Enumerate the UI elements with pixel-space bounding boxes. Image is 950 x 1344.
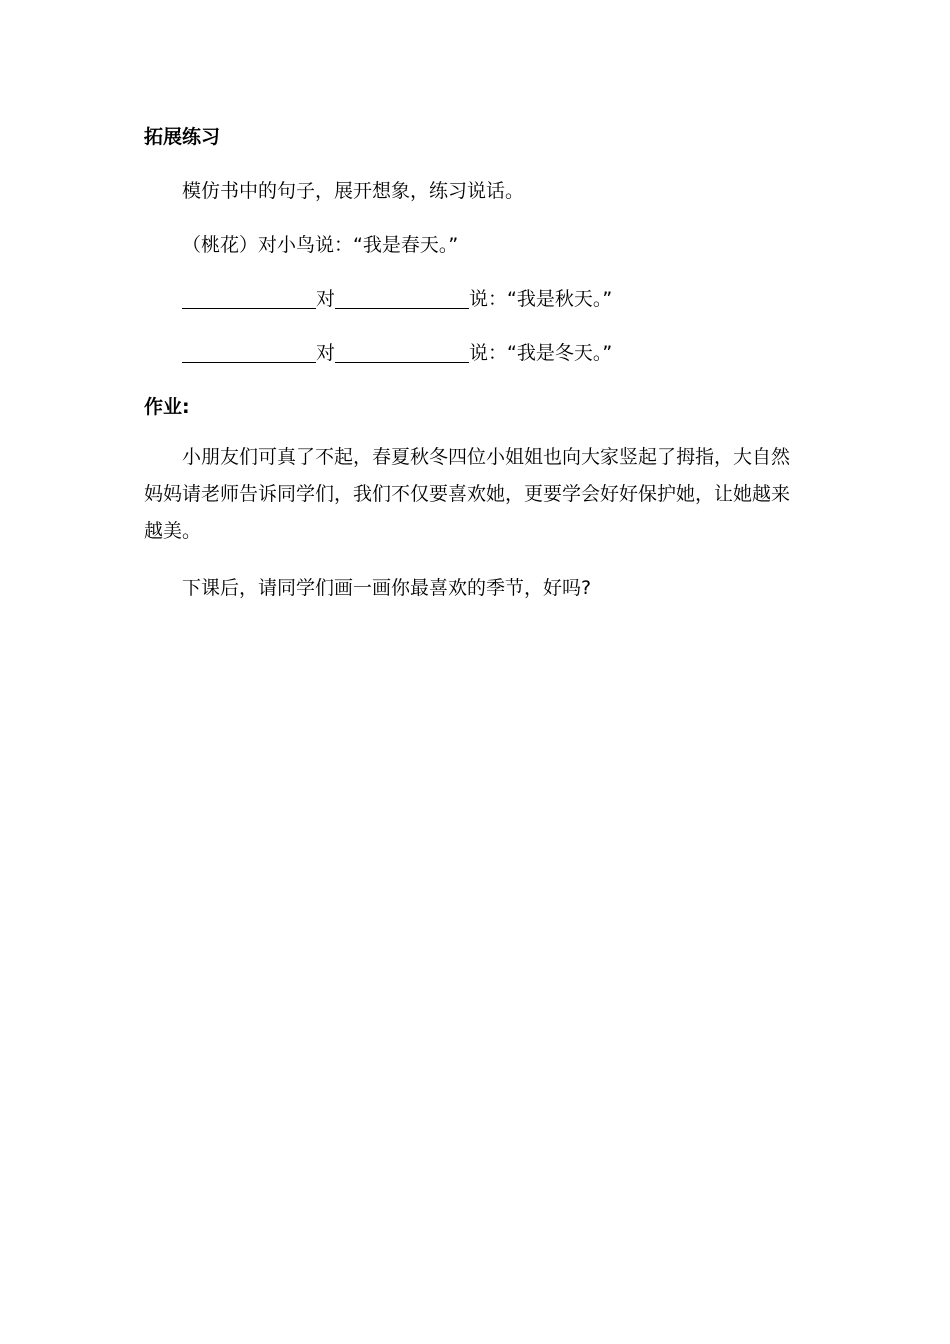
fill-blank[interactable] xyxy=(335,340,469,363)
fill-blank[interactable] xyxy=(335,286,469,309)
document-content xyxy=(144,122,808,607)
extension-instruction: 模仿书中的句子，展开想象，练习说话。 xyxy=(182,180,525,202)
blank-line-ending: 说：“我是秋天。” xyxy=(469,288,613,310)
homework-heading: 作业: xyxy=(144,396,190,418)
blank-line-middle: 对 xyxy=(316,288,336,310)
homework-paragraph: 下课后，请同学们画一画你最喜欢的季节，好吗? xyxy=(182,577,592,599)
extension-heading: 拓展练习 xyxy=(144,126,221,148)
blank-line-autumn xyxy=(144,284,808,314)
fill-blank[interactable] xyxy=(182,340,316,363)
homework-paragraph: 小朋友们可真了不起，春夏秋冬四位小姐姐也向大家竖起了拇指，大自然妈妈请老师告诉同学们，我们不仅要喜欢她，更要学会好好保护她，让她越来越美。 xyxy=(144,446,791,542)
blank-line-ending: 说：“我是冬天。” xyxy=(469,342,613,364)
blank-line-middle: 对 xyxy=(316,342,336,364)
extension-example: （桃花）对小鸟说：“我是春天。” xyxy=(182,234,459,256)
blank-line-winter xyxy=(144,338,808,368)
fill-blank[interactable] xyxy=(182,286,316,309)
